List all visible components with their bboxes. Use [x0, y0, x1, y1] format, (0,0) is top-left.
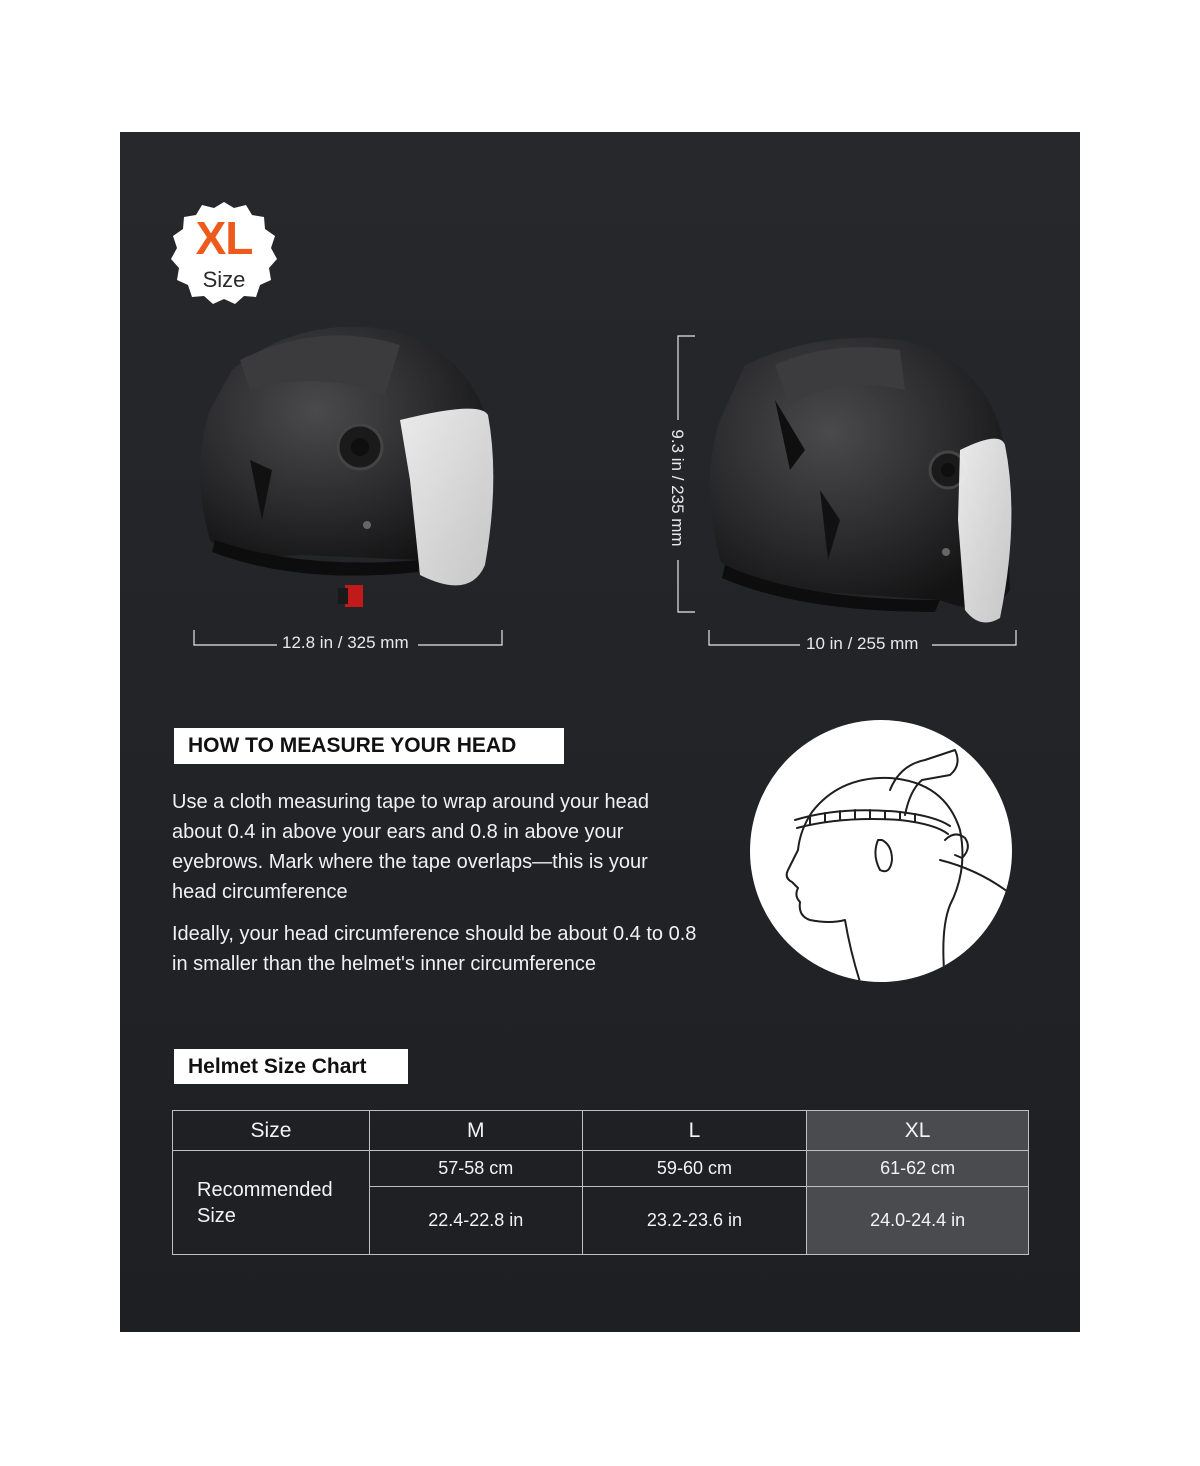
header-xl: XL — [807, 1111, 1029, 1151]
inch-m: 22.4-22.8 in — [369, 1187, 582, 1255]
header-l: L — [582, 1111, 807, 1151]
measure-heading: HOW TO MEASURE YOUR HEAD — [174, 728, 564, 764]
measure-paragraph-1: Use a cloth measuring tape to wrap around your head about 0.4 in above your ears and 0.8 in above your eyebrows. Mark where the tape overlaps—this is your head circumference — [172, 791, 649, 903]
header-size: Size — [173, 1111, 370, 1151]
helmet-back-image — [710, 338, 1011, 623]
badge-size-code: XL — [195, 212, 253, 264]
recommended-size-label: Recommended Size — [173, 1151, 370, 1255]
height-label: 9.3 in / 235 mm — [668, 429, 687, 547]
table-row-cm — [173, 1151, 1029, 1187]
table-header-row — [173, 1111, 1029, 1151]
measure-paragraph-2: Ideally, your head circumference should be about 0.4 to 0.8 in smaller than the helmet's inner circumference — [172, 923, 697, 975]
chart-heading: Helmet Size Chart — [174, 1049, 408, 1084]
width-side-label: 12.8 in / 325 mm — [282, 633, 409, 652]
head-measure-illustration — [750, 720, 1012, 982]
cm-xl: 61-62 cm — [807, 1151, 1029, 1187]
cm-l: 59-60 cm — [582, 1151, 807, 1187]
width-back-label: 10 in / 255 mm — [806, 634, 919, 653]
helmet-side-image — [200, 327, 493, 607]
cm-m: 57-58 cm — [369, 1151, 582, 1187]
badge-size-word: Size — [202, 267, 246, 292]
size-chart-table — [172, 1110, 1029, 1255]
header-m: M — [369, 1111, 582, 1151]
inch-l: 23.2-23.6 in — [582, 1187, 807, 1255]
inch-xl: 24.0-24.4 in — [807, 1187, 1029, 1255]
